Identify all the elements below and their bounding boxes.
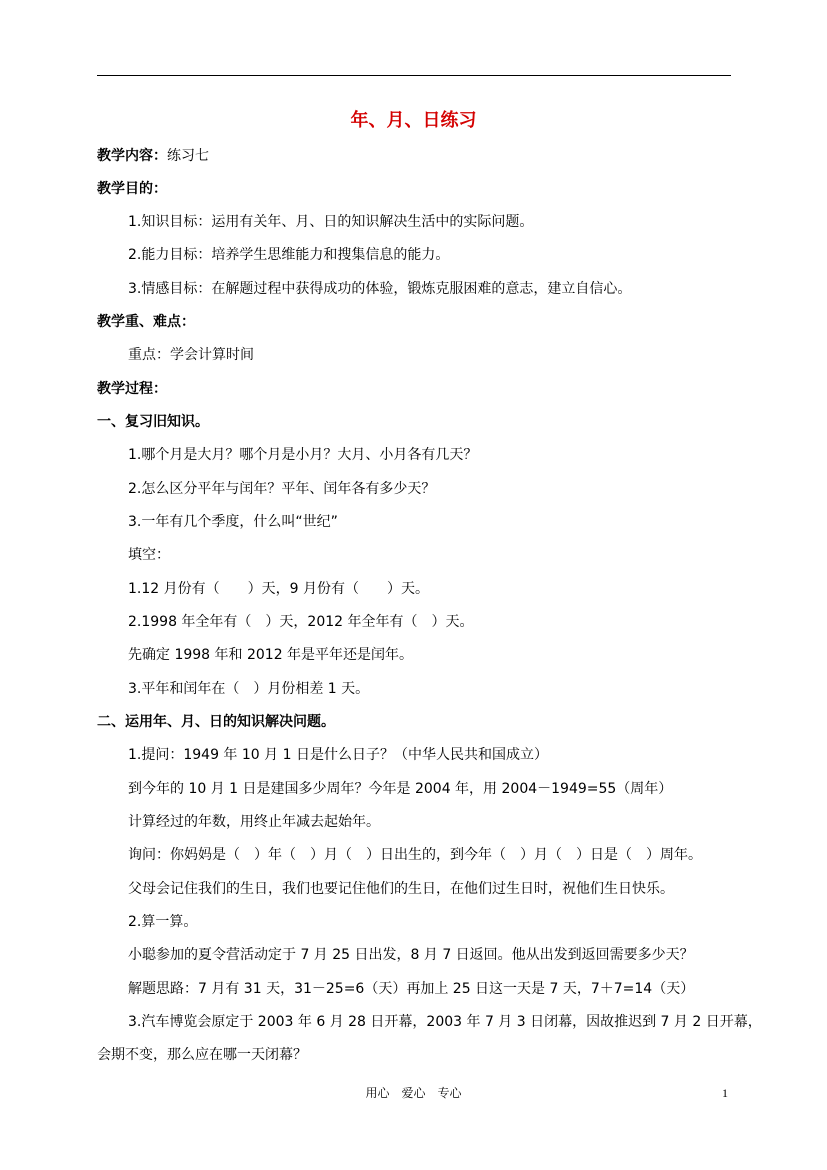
section1-item: 先确定 1998 年和 2012 年是平年还是闰年。: [128, 647, 414, 663]
section2-item: 1.提问：1949 年 10 月 1 日是什么日子？（中华人民共和国成立）: [128, 747, 548, 763]
goal-item: 3.情感目标：在解题过程中获得成功的体验，锻炼克服困难的意志，建立自信心。: [128, 281, 632, 297]
section2-item: 到今年的 10 月 1 日是建国多少周年？今年是 2004 年，用 2004－1949=55（周年）: [128, 781, 673, 797]
page-footer: 用心 爱心 专心: [365, 1086, 462, 1100]
goal-item: 2.能力目标：培养学生思维能力和搜集信息的能力。: [128, 247, 450, 263]
section2-item: 3.汽车博览会原定于 2003 年 6 月 28 日开幕，2003 年 7 月 3 日闭幕，因故推迟到 7 月 2 日开幕，: [128, 1014, 762, 1030]
keypoint-item: 重点：学会计算时间: [128, 347, 254, 363]
goal-item: 1.知识目标：运用有关年、月、日的知识解决生活中的实际问题。: [128, 214, 534, 230]
section2-heading: 二、运用年、月、日的知识解决问题。: [97, 714, 335, 730]
section1-item: 3.一年有几个季度，什么叫“世纪”: [128, 514, 338, 530]
goals-heading: 教学目的：: [97, 181, 167, 197]
section1-item: 1.哪个月是大月？哪个月是小月？大月、小月各有几天？: [128, 447, 478, 463]
section2-item: 父母会记住我们的生日，我们也要记住他们的生日，在他们过生日时，祝他们生日快乐。: [128, 881, 674, 897]
section1-item: 填空：: [128, 547, 170, 563]
process-heading: 教学过程：: [97, 381, 167, 397]
section1-item: 3.平年和闰年在（ ）月份相差 1 天。: [128, 681, 370, 697]
section2-item: 小聪参加的夏令营活动定于 7 月 25 日出发，8 月 7 日返回。他从出发到返回需要多少天？: [128, 947, 694, 963]
header-rule: [97, 75, 731, 76]
section1-heading: 一、复习旧知识。: [97, 414, 209, 430]
document-title: 年、月、日练习: [350, 110, 477, 131]
section2-item-continuation: 会期不变，那么应在哪一天闭幕？: [97, 1047, 307, 1063]
content-value: 练习七: [167, 148, 209, 164]
section2-item: 解题思路：7 月有 31 天，31－25=6（天）再加上 25 日这一天是 7 天，7＋7=14（天）: [128, 981, 695, 997]
section1-item: 2.1998 年全年有（ ）天，2012 年全年有（ ）天。: [128, 614, 474, 630]
content-label: 教学内容：: [97, 148, 167, 164]
section2-item: 2.算一算。: [128, 914, 198, 930]
section2-item: 计算经过的年数，用终止年减去起始年。: [128, 814, 380, 830]
section1-item: 1.12 月份有（ ）天，9 月份有（ ）天。: [128, 581, 429, 597]
keypoints-heading: 教学重、难点：: [97, 314, 195, 330]
content-line: [97, 146, 209, 166]
section1-item: 2.怎么区分平年与闰年？平年、闰年各有多少天？: [128, 481, 436, 497]
page-number: 1: [722, 1086, 728, 1100]
section2-item: 询问：你妈妈是（ ）年（ ）月（ ）日出生的，到今年（ ）月（ ）日是（ ）周年。: [128, 847, 702, 863]
